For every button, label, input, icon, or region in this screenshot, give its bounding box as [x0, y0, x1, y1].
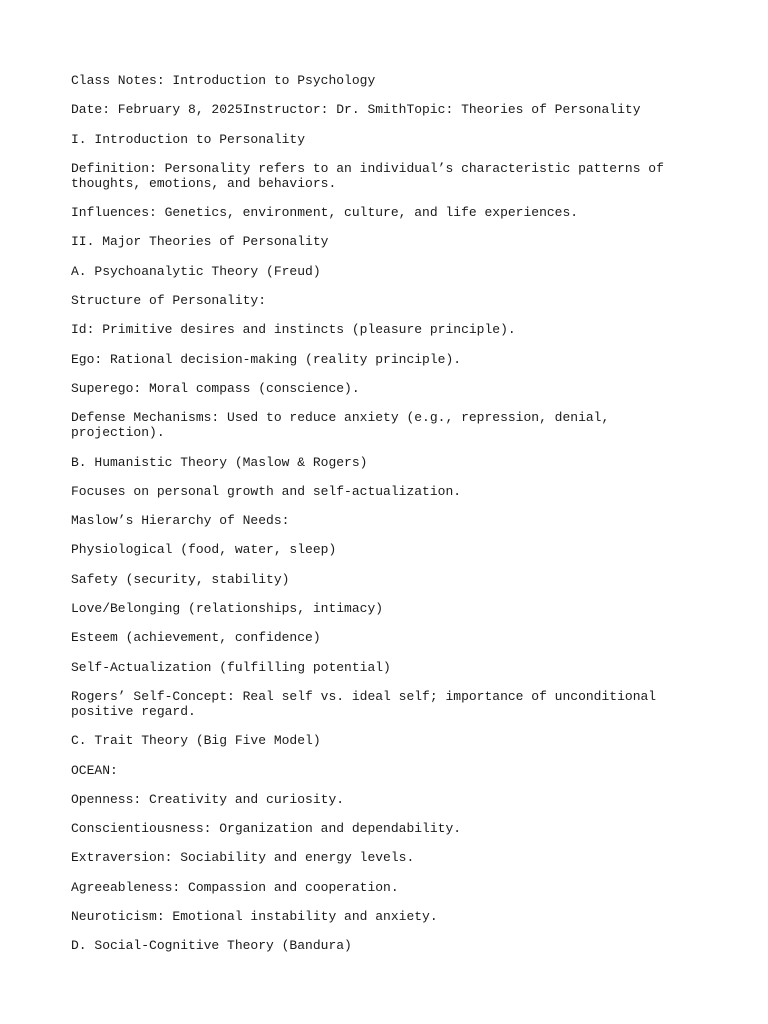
section-heading: II. Major Theories of Personality — [71, 234, 329, 250]
meta-line: Date: February 8, 2025Instructor: Dr. SmithTopic: Theories of Personality — [71, 102, 641, 118]
note-line: Defense Mechanisms: Used to reduce anxiety (e.g., repression, denial, projection). — [71, 410, 618, 441]
subsection-heading: B. Humanistic Theory (Maslow & Rogers) — [71, 454, 368, 470]
note-line: Love/Belonging (relationships, intimacy) — [71, 601, 384, 617]
note-line: Conscientiousness: Organization and dependability. — [71, 821, 462, 837]
note-line: Superego: Moral compass (conscience). — [71, 380, 360, 396]
note-line: Esteem (achievement, confidence) — [71, 630, 321, 646]
definition-paragraph: Definition: Personality refers to an individual’s characteristic patterns of thoughts, emotions, and behaviors. — [71, 160, 664, 191]
note-line: Extraversion: Sociability and energy levels. — [71, 850, 415, 866]
note-line: OCEAN: — [71, 762, 118, 778]
note-line: Maslow’s Hierarchy of Needs: — [71, 513, 290, 529]
note-line: Rogers’ Self-Concept: Real self vs. ideal self; importance of unconditional positive regard. — [71, 688, 657, 719]
note-line: Openness: Creativity and curiosity. — [71, 791, 345, 807]
subsection-heading: D. Social-Cognitive Theory (Bandura) — [71, 938, 352, 954]
note-line: Safety (security, stability) — [71, 571, 290, 587]
note-line: Agreeableness: Compassion and cooperation. — [71, 879, 399, 895]
section-heading: I. Introduction to Personality — [71, 131, 306, 147]
subsection-heading: C. Trait Theory (Big Five Model) — [71, 733, 321, 749]
note-line: Self-Actualization (fulfilling potential) — [71, 659, 391, 675]
note-line: Id: Primitive desires and instincts (pleasure principle). — [71, 322, 516, 338]
document-title: Class Notes: Introduction to Psychology — [71, 73, 376, 88]
note-line: Neuroticism: Emotional instability and anxiety. — [71, 909, 438, 925]
subsection-heading: A. Psychoanalytic Theory (Freud) — [71, 263, 321, 279]
note-line: Focuses on personal growth and self-actualization. — [71, 483, 462, 499]
note-line: Physiological (food, water, sleep) — [71, 542, 337, 558]
note-line: Structure of Personality: — [71, 293, 267, 309]
note-line: Ego: Rational decision-making (reality principle). — [71, 351, 462, 367]
influences-paragraph: Influences: Genetics, environment, culture, and life experiences. — [71, 205, 579, 221]
document-page — [71, 73, 701, 968]
